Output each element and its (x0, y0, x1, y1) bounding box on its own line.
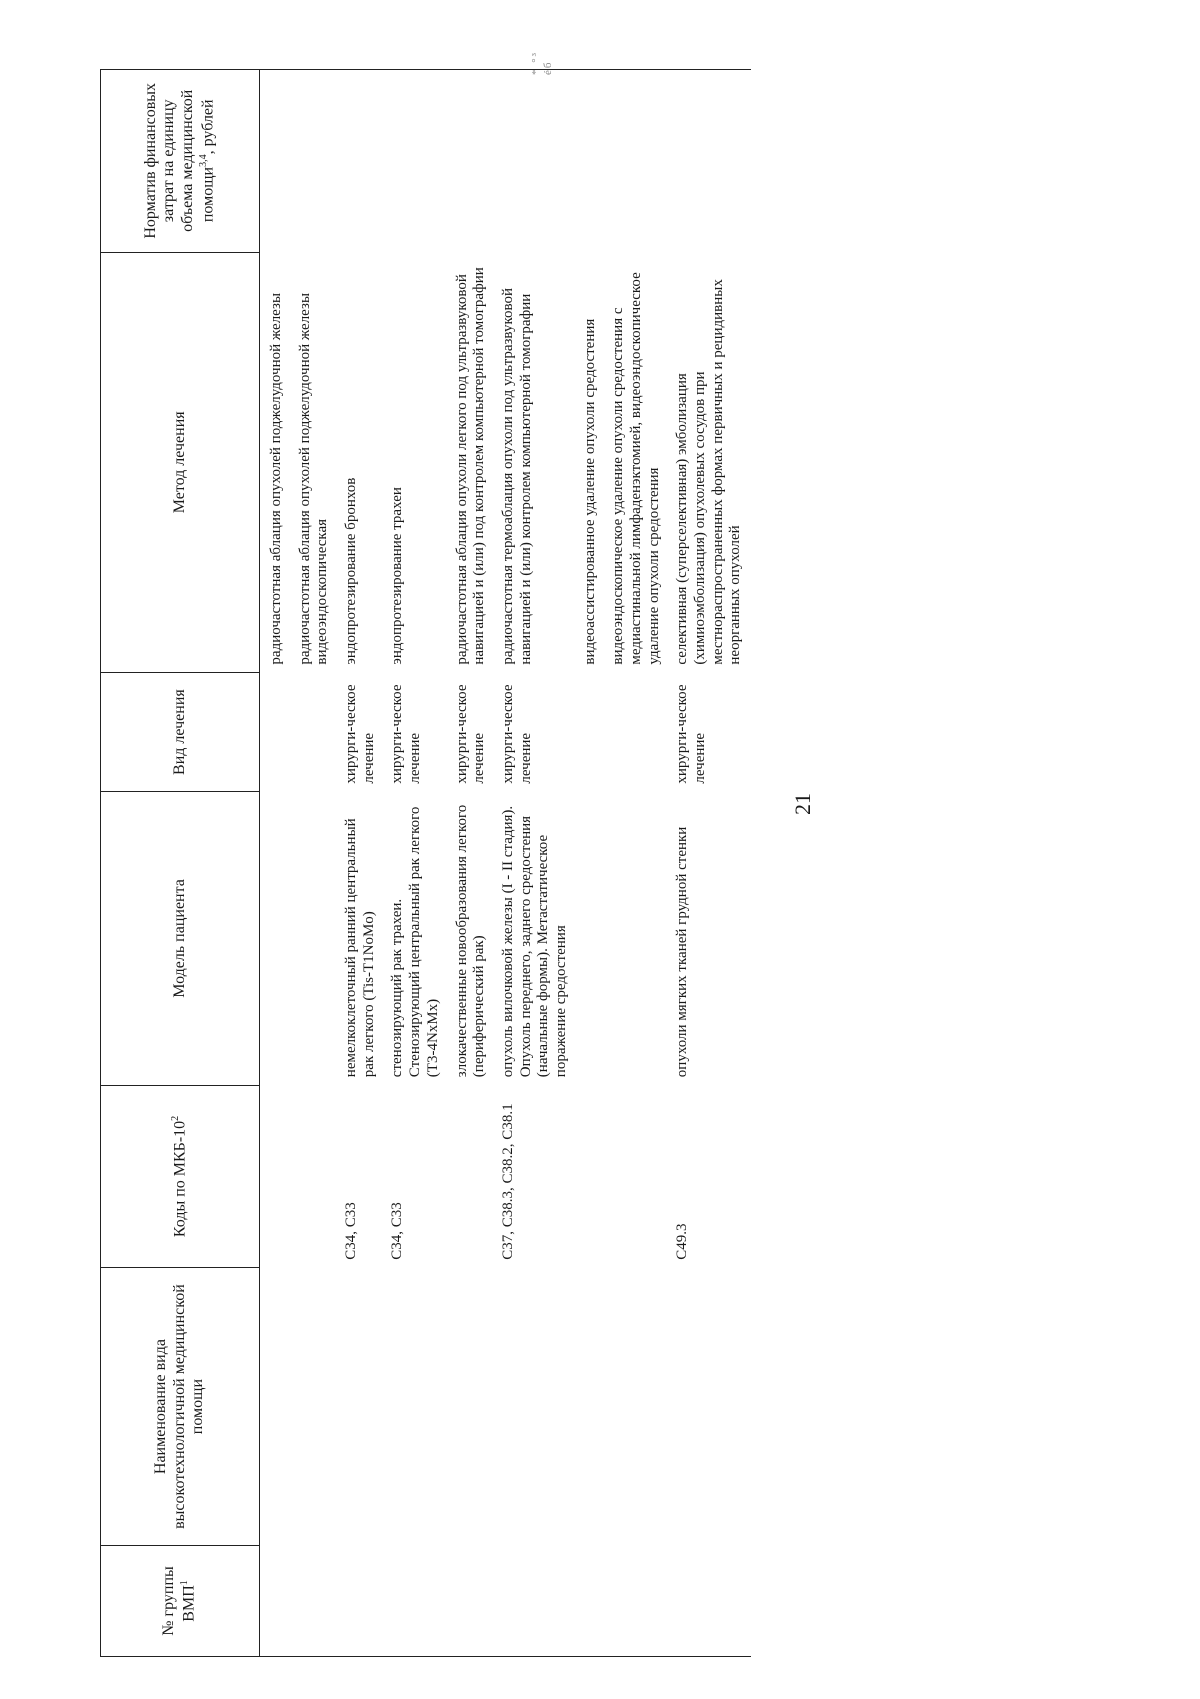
cell-name (495, 1268, 577, 1546)
cell-type: хирурги-ческое лечение (453, 684, 488, 784)
cell-model: опухоли мягких тканей грудной стенки (674, 826, 691, 1078)
cell-method: селективная (суперселективная) эмболизация (химиоэмболизация) опухолевых сосудов при местнораспространенных формах первичных и рецидивных неорганных опухолей (674, 279, 744, 665)
cell-model (260, 792, 292, 1086)
cell-type: хирурги-ческое лечение (389, 684, 424, 784)
cell-model (292, 792, 338, 1086)
cell-method: радиочастотная термоаблация опухоли под ультразвуковой навигацией и (или) контролем компьютерной томографии (499, 287, 534, 665)
table-row (577, 70, 606, 1657)
cell-codes: C37, C38.3, C38.2, C38.1 (499, 1103, 516, 1260)
table-row (605, 70, 669, 1657)
cell-codes: C34, C33 (389, 1202, 406, 1260)
cell-method: эндопротезирование бронхов (343, 477, 360, 665)
cell-norm (449, 70, 495, 253)
table-row (260, 70, 292, 1657)
cell-name (292, 1268, 338, 1546)
cell-group (577, 1545, 606, 1656)
cell-method: радиочастотная аблация опухолей поджелудочной железы видеоэндоскопическая (296, 292, 331, 665)
table-row (669, 70, 751, 1657)
cell-model: стенозирующий рак трахеи. Стенозирующий центральный рак легкого (T3-4NxMx) (389, 806, 441, 1078)
cell-codes (292, 1085, 338, 1268)
cell-type (260, 673, 292, 792)
cell-type (292, 673, 338, 792)
cell-type (605, 673, 669, 792)
cell-group (292, 1545, 338, 1656)
header-icd-codes: Коды по МКБ-$10^2$ (101, 1085, 260, 1268)
header-patient-model: Модель пациента (101, 792, 260, 1086)
cell-norm (260, 70, 292, 253)
cell-norm (495, 70, 577, 253)
cell-model (605, 792, 669, 1086)
header-cost-norm: Норматив финансовых затрат на единицу объема медицинской помощи$^{3,4}$, рублей (101, 70, 260, 253)
table-header-row (101, 70, 260, 1657)
cell-model: злокачественные новообразования легкого (периферический рак) (453, 804, 488, 1078)
cell-codes (577, 1085, 606, 1268)
vmp-table (100, 69, 751, 1657)
cell-method: видеоассистированное удаление опухоли средостения (581, 318, 598, 665)
cell-codes: C49.3 (674, 1223, 691, 1260)
cell-type: хирурги-ческое лечение (343, 684, 377, 784)
header-treatment-type: Вид лечения (101, 673, 260, 792)
table-row (449, 70, 495, 1657)
cell-codes: C34, C33 (343, 1202, 360, 1260)
header-treatment-method: Метод лечения (101, 252, 260, 673)
cell-name (605, 1268, 669, 1546)
cell-norm (605, 70, 669, 253)
cell-name (260, 1268, 292, 1546)
cell-name (384, 1268, 448, 1546)
cell-name (338, 1268, 384, 1546)
page-number: 21 (790, 793, 815, 815)
table-row (292, 70, 338, 1657)
cell-model: немелкоклеточный ранний центральный рак легкого (Tis-T1NoMo) (343, 818, 377, 1078)
cell-method: радиочастотная аблация опухолей поджелудочной железы (268, 292, 284, 665)
cell-group (260, 1545, 292, 1656)
cell-norm (669, 70, 751, 253)
cell-norm (292, 70, 338, 253)
cell-group (338, 1545, 384, 1656)
cell-norm (384, 70, 448, 253)
cell-type (577, 673, 606, 792)
cell-method: эндопротезирование трахеи (389, 487, 406, 665)
cell-norm (577, 70, 606, 253)
rotated-page (0, 45, 1130, 1685)
table-row (338, 70, 384, 1657)
cell-codes (605, 1085, 669, 1268)
table-row (384, 70, 448, 1657)
cell-group (384, 1545, 448, 1656)
cell-name (449, 1268, 495, 1546)
cell-group (449, 1545, 495, 1656)
cell-type: хирурги-ческое лечение (499, 684, 534, 784)
cell-type: хирурги-ческое лечение (674, 684, 709, 784)
cell-name (577, 1268, 606, 1546)
cell-codes (260, 1085, 292, 1268)
cell-group (669, 1545, 751, 1656)
cell-method: видеоэндоскопическое удаление опухоли средостения с медиастинальной лимфаденэктомией, видеоэндоскопическое удаление опухоли средостения (610, 272, 662, 665)
cell-group (605, 1545, 669, 1656)
header-group-number: № группы ВМП$^1$ (101, 1545, 260, 1656)
table-row (495, 70, 577, 1657)
cell-model (577, 792, 606, 1086)
cell-model: опухоль вилочковой железы (I - II стадия). Опухоль переднего, заднего средостения (начальные формы). Метастатическое поражение средостения (499, 805, 569, 1078)
header-vmp-name: Наименование вида высокотехнологичной медицинской помощи (101, 1268, 260, 1546)
cell-group (495, 1545, 577, 1656)
cell-norm (338, 70, 384, 253)
cell-method: радиочастотная аблация опухоли легкого под ультразвуковой навигацией и (или) под контролем компьютерной томографии (453, 267, 488, 665)
cell-name (669, 1268, 751, 1546)
scan-artifact: * °³ éб (530, 51, 554, 75)
cell-codes (449, 1085, 495, 1268)
